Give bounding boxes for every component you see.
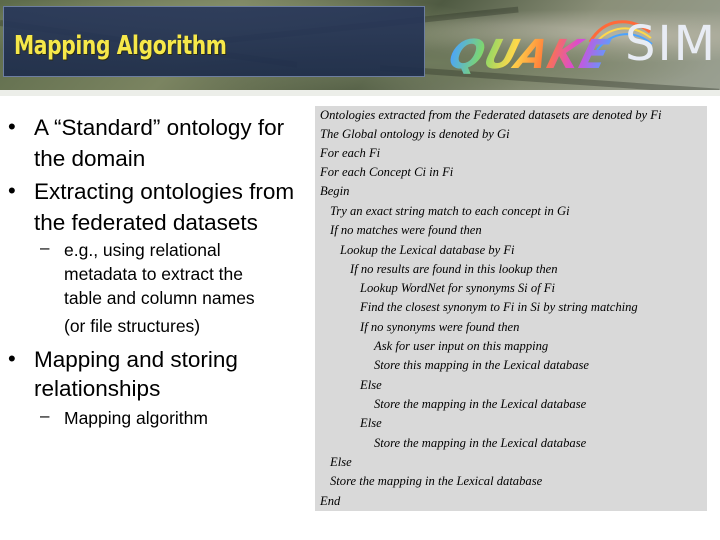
bullet-marker: • — [8, 346, 16, 371]
bullet-1-line-1: A “Standard” ontology for — [34, 115, 285, 140]
bullet-2-line-1: Extracting ontologies from — [34, 179, 295, 204]
header-banner — [0, 0, 720, 90]
algo-line: Else — [330, 455, 352, 469]
algorithm-box — [315, 106, 707, 511]
sub-bullet-1-line-4: (or file structures) — [64, 316, 201, 336]
quakesim-logo — [443, 14, 720, 88]
algo-line: For each Concept Ci in Fi — [320, 165, 454, 179]
algo-line: Lookup WordNet for synonyms Si of Fi — [360, 281, 555, 295]
bullet-marker: • — [8, 114, 16, 139]
algo-line: Find the closest synonym to Fi in Si by string matching — [360, 300, 638, 314]
algo-line: Lookup the Lexical database by Fi — [340, 243, 515, 257]
slide-title: Mapping Algorithm — [14, 31, 227, 61]
bullet-3-line-2: relationships — [34, 376, 161, 401]
logo-quake-text: QUAKE — [443, 32, 616, 78]
algo-line: Store the mapping in the Lexical database — [330, 474, 543, 488]
bullet-2-line-2: the federated datasets — [34, 210, 258, 235]
algo-line: Else — [360, 416, 382, 430]
bullet-3-line-1: Mapping and storing — [34, 347, 238, 372]
algo-line: If no synonyms were found then — [360, 320, 520, 334]
algo-line: Store this mapping in the Lexical database — [374, 358, 590, 372]
dash-marker: – — [40, 406, 50, 425]
algo-line: Ask for user input on this mapping — [374, 339, 549, 353]
sub-bullet-1-line-2: metadata to extract the — [64, 264, 243, 284]
sub-bullet-1-line-3: table and column names — [64, 288, 255, 308]
sub-bullet-2-line-1: Mapping algorithm — [64, 408, 208, 428]
algo-line: Ontologies extracted from the Federated datasets are denoted by Fi — [320, 108, 662, 122]
title-box — [3, 6, 425, 77]
bullet-marker: • — [8, 178, 16, 203]
algo-line: Store the mapping in the Lexical database — [374, 397, 587, 411]
algo-line: Try an exact string match to each concept in Gi — [330, 204, 570, 218]
algo-line: End — [320, 494, 341, 508]
sub-bullet-1-line-1: e.g., using relational — [64, 240, 221, 260]
logo-sim-text: SIM — [625, 16, 718, 72]
banner-divider — [0, 90, 720, 96]
algo-line: For each Fi — [320, 146, 381, 160]
algo-line: Store the mapping in the Lexical database — [374, 436, 587, 450]
algo-line: If no results are found in this lookup then — [350, 262, 558, 276]
bullet-1-line-2: the domain — [34, 146, 146, 171]
algo-line: Else — [360, 378, 382, 392]
dash-marker: – — [40, 238, 50, 257]
algo-line: Begin — [320, 184, 350, 198]
algo-line: The Global ontology is denoted by Gi — [320, 127, 510, 141]
algo-line: If no matches were found then — [330, 223, 482, 237]
